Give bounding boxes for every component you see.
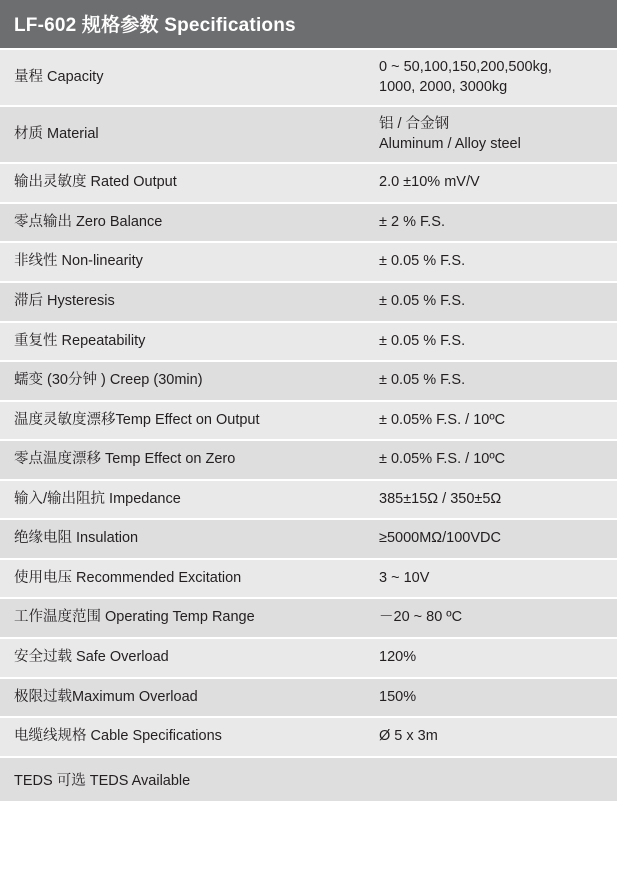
row-value: ± 2 % F.S.	[367, 203, 617, 243]
row-value-line: 0 ~ 50,100,150,200,500kg,	[379, 59, 552, 75]
row-label: 输入/输出阻抗 Impedance	[0, 480, 367, 520]
table-row	[0, 717, 617, 757]
row-value-line: 1000, 2000, 3000kg	[379, 78, 508, 95]
row-value	[367, 106, 617, 163]
table-row	[0, 203, 617, 243]
row-value: 3 ~ 10V	[367, 559, 617, 599]
table-row	[0, 163, 617, 203]
row-value-line: Aluminum / Alloy steel	[379, 135, 521, 152]
row-label: TEDS 可选 TEDS Available	[0, 757, 617, 802]
table-row	[0, 361, 617, 401]
table-row	[0, 559, 617, 599]
row-value: ± 0.05 % F.S.	[367, 322, 617, 362]
table-row	[0, 401, 617, 441]
row-value: －20 ~ 80 ºC	[367, 598, 617, 638]
row-label: 滞后 Hysteresis	[0, 282, 367, 322]
row-label: 使用电压 Recommended Excitation	[0, 559, 367, 599]
row-value: ± 0.05% F.S. / 10ºC	[367, 440, 617, 480]
table-row	[0, 480, 617, 520]
row-label: 电缆线规格 Cable Specifications	[0, 717, 367, 757]
row-label: 输出灵敏度 Rated Output	[0, 163, 367, 203]
table-row	[0, 49, 617, 106]
row-value: 385±15Ω / 350±5Ω	[367, 480, 617, 520]
row-label: 量程 Capacity	[0, 49, 367, 106]
row-label: 重复性 Repeatability	[0, 322, 367, 362]
row-label: 非线性 Non-linearity	[0, 242, 367, 282]
row-value: ± 0.05 % F.S.	[367, 361, 617, 401]
table-row	[0, 678, 617, 718]
table-row	[0, 440, 617, 480]
table-row	[0, 519, 617, 559]
row-value-line: 铝 / 合金钢	[379, 116, 450, 133]
table-row	[0, 282, 617, 322]
row-value: ± 0.05% F.S. / 10ºC	[367, 401, 617, 441]
table-row	[0, 638, 617, 678]
table-row	[0, 106, 617, 163]
table-row	[0, 598, 617, 638]
row-value: 120%	[367, 638, 617, 678]
row-label: 工作温度范围 Operating Temp Range	[0, 598, 367, 638]
row-label: 零点温度漂移 Temp Effect on Zero	[0, 440, 367, 480]
page-title: LF-602 规格参数 Specifications	[0, 0, 617, 49]
row-label: 零点输出 Zero Balance	[0, 203, 367, 243]
row-label: 温度灵敏度漂移Temp Effect on Output	[0, 401, 367, 441]
table-title-row	[0, 0, 617, 49]
row-label: 绝缘电阻 Insulation	[0, 519, 367, 559]
table-row	[0, 242, 617, 282]
table-row-teds	[0, 757, 617, 802]
row-label: 极限过载Maximum Overload	[0, 678, 367, 718]
row-label: 材质 Material	[0, 106, 367, 163]
table-row	[0, 322, 617, 362]
row-value	[367, 49, 617, 106]
row-label: 安全过载 Safe Overload	[0, 638, 367, 678]
row-value: ≥5000MΩ/100VDC	[367, 519, 617, 559]
row-value: ± 0.05 % F.S.	[367, 242, 617, 282]
row-value: 150%	[367, 678, 617, 718]
row-value: 2.0 ±10% mV/V	[367, 163, 617, 203]
row-label: 蠕变 (30分钟 ) Creep (30min)	[0, 361, 367, 401]
row-value: ± 0.05 % F.S.	[367, 282, 617, 322]
row-value: Ø 5 x 3m	[367, 717, 617, 757]
